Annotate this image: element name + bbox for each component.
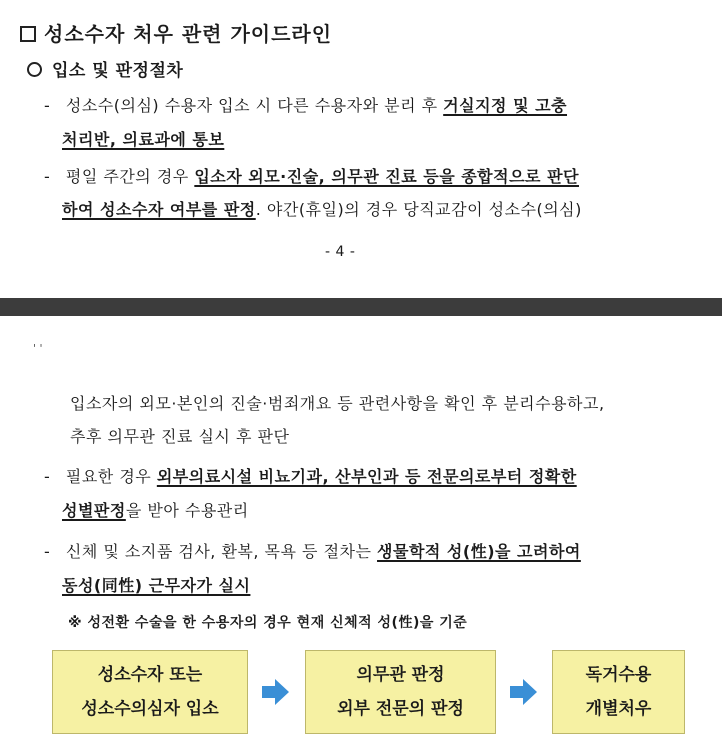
corner-mark: ' '	[33, 342, 43, 355]
arrow-right-icon	[262, 678, 290, 706]
continuation-line-2: 추후 의무관 진료 실시 후 판단	[70, 427, 290, 446]
dash-marker: -	[44, 96, 51, 115]
page-divider	[0, 298, 722, 316]
arrow-right-icon	[510, 678, 538, 706]
bullet-4-line-1: - 신체 및 소지품 검사, 환복, 목욕 등 절차는 생물학적 성(性)을 고려하여	[44, 542, 581, 561]
emphasis-text: 생물학적 성(性)을 고려하여	[377, 542, 581, 561]
circle-bullet-icon	[27, 62, 42, 77]
document-page-bottom	[0, 316, 722, 751]
emphasis-text: 거실지정 및 고충	[443, 96, 568, 115]
checkbox-icon	[20, 26, 36, 42]
flow-box-judgment: 의무관 판정 외부 전문의 판정	[305, 650, 496, 734]
bullet-4-line-2: 동성(同性) 근무자가 실시	[62, 576, 251, 595]
section-heading: 성소수자 처우 관련 가이드라인	[20, 18, 332, 47]
emphasis-text: 성별판정	[62, 501, 126, 520]
subsection-heading: 입소 및 판정절차	[27, 56, 183, 81]
bullet-1-line-2: 처리반, 의료과에 통보	[62, 130, 225, 149]
dash-marker: -	[44, 167, 51, 186]
emphasis-text: 외부의료시설 비뇨기과, 산부인과 등 전문의로부터 정확한	[156, 467, 577, 486]
flow-box-separate-custody: 독거수용 개별처우	[552, 650, 685, 734]
bullet-2-line-2: 하여 성소수자 여부를 판정. 야간(휴일)의 경우 당직교감이 성소수(의심)	[62, 200, 582, 219]
flow-box-intake: 성소수자 또는 성소수의심자 입소	[52, 650, 248, 734]
bullet-1-line-1: - 성소수(의심) 수용자 입소 시 다른 수용자와 분리 후 거실지정 및 고충	[44, 96, 568, 115]
note-text: ※ 성전환 수술을 한 수용자의 경우 현재 신체적 성(性)을 기준	[68, 615, 468, 631]
continuation-line-1: 입소자의 외모·본인의 진술·범죄개요 등 관련사항을 확인 후 분리수용하고,	[70, 394, 605, 413]
emphasis-text: 하여 성소수자 여부를 판정	[62, 200, 256, 219]
dash-marker: -	[44, 542, 51, 561]
bullet-2-line-1: - 평일 주간의 경우 입소자 외모·진술, 의무관 진료 등을 종합적으로 판단	[44, 167, 579, 186]
page-number: - 4 -	[325, 244, 356, 260]
dash-marker: -	[44, 467, 51, 486]
bullet-3-line-2: 성별판정을 받아 수용관리	[62, 501, 249, 520]
emphasis-text: 입소자 외모·진술, 의무관 진료 등을 종합적으로 판단	[194, 167, 579, 186]
bullet-3-line-1: - 필요한 경우 외부의료시설 비뇨기과, 산부인과 등 전문의로부터 정확한	[44, 467, 577, 486]
document-page-top	[0, 0, 722, 298]
